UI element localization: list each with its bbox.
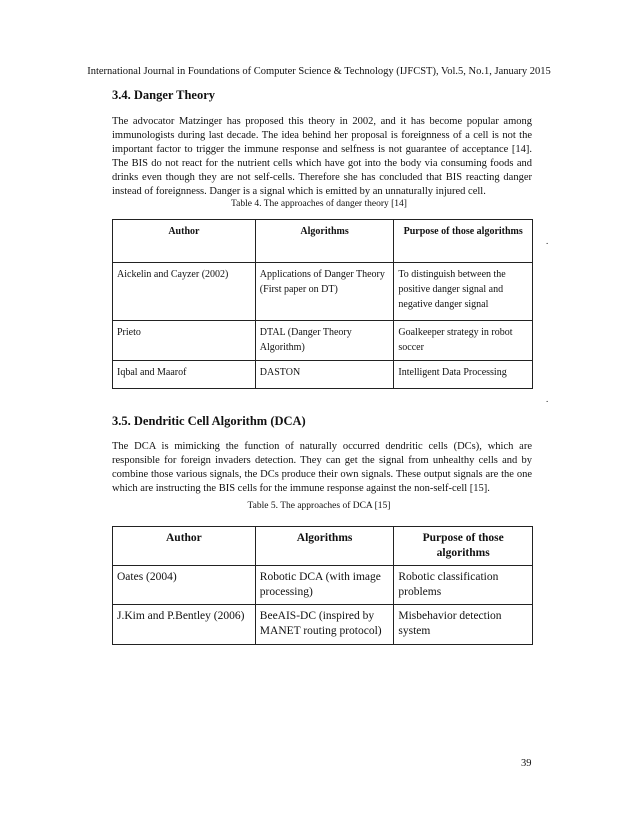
table-row xyxy=(113,321,533,361)
table-cell: Oates (2004) xyxy=(113,566,256,605)
journal-header: International Journal in Foundations of Computer Science & Technology (IJFCST), Vol.5, No.1, January 2015 xyxy=(87,66,551,77)
stray-dot-mark: . xyxy=(546,394,549,404)
dca-paragraph: The DCA is mimicking the function of naturally occurred dendritic cells (DCs), which are responsible for foreign invaders detection. They can get the signal from unhealthy cells and by combine those various signals, the DCs produce their own signals. These output signals are the one which are instructing the BIS cells for the immune response against the non-self-cell [15]. xyxy=(112,441,532,494)
table-cell: Intelligent Data Processing xyxy=(394,361,533,389)
table-cell: Iqbal and Maarof xyxy=(113,361,256,389)
table-cell: Aickelin and Cayzer (2002) xyxy=(113,263,256,321)
table-header-cell: Purpose of those algorithms xyxy=(394,527,533,566)
table4-caption: Table 4. The approaches of danger theory [14] xyxy=(231,199,407,209)
table-header-cell: Author xyxy=(113,220,256,263)
table-cell: To distinguish between the positive danger signal and negative danger signal xyxy=(394,263,533,321)
table-row xyxy=(113,605,533,645)
page-number: 39 xyxy=(521,758,532,769)
table-header-row xyxy=(113,527,533,566)
section-heading-danger-theory: 3.4. Danger Theory xyxy=(112,88,216,102)
table-row xyxy=(113,263,533,321)
danger-theory-paragraph: The advocator Matzinger has proposed this theory in 2002, and it has become popular among immunologists during last decade. The idea behind her proposal is foreignness of a cell is not the important factor to trigger the immune response and selfness is not guarantee of acceptance [14]. The BIS do not react for the nutrient cells which have got into the body via consuming foods and drinks even though they are not self-cells. Therefore she has concluded that BIS reacting danger instead of foreignness. Danger is a signal which is emitted by an unnaturally injured cell. xyxy=(112,116,532,197)
table-header-cell: Algorithms xyxy=(255,527,394,566)
table-row xyxy=(113,566,533,605)
stray-dot-mark: . xyxy=(546,236,549,246)
table-header-row xyxy=(113,220,533,263)
table-cell: Applications of Danger Theory (First paper on DT) xyxy=(255,263,394,321)
table-header-cell: Algorithms xyxy=(255,220,394,263)
table-cell: BeeAIS-DC (inspired by MANET routing protocol) xyxy=(255,605,394,645)
table-row xyxy=(113,361,533,389)
table-cell: DASTON xyxy=(255,361,394,389)
table5-caption: Table 5. The approaches of DCA [15] xyxy=(247,501,391,511)
table4-danger-theory xyxy=(112,219,533,389)
table5-dca xyxy=(112,526,533,645)
table-header-cell: Purpose of those algorithms xyxy=(394,220,533,263)
table-cell: DTAL (Danger Theory Algorithm) xyxy=(255,321,394,361)
table-cell: Misbehavior detection system xyxy=(394,605,533,645)
section-heading-dca: 3.5. Dendritic Cell Algorithm (DCA) xyxy=(112,414,306,428)
table-cell: Robotic classification problems xyxy=(394,566,533,605)
table-cell: Robotic DCA (with image processing) xyxy=(255,566,394,605)
table-cell: Prieto xyxy=(113,321,256,361)
table-header-cell: Author xyxy=(113,527,256,566)
table-cell: Goalkeeper strategy in robot soccer xyxy=(394,321,533,361)
table-cell: J.Kim and P.Bentley (2006) xyxy=(113,605,256,645)
